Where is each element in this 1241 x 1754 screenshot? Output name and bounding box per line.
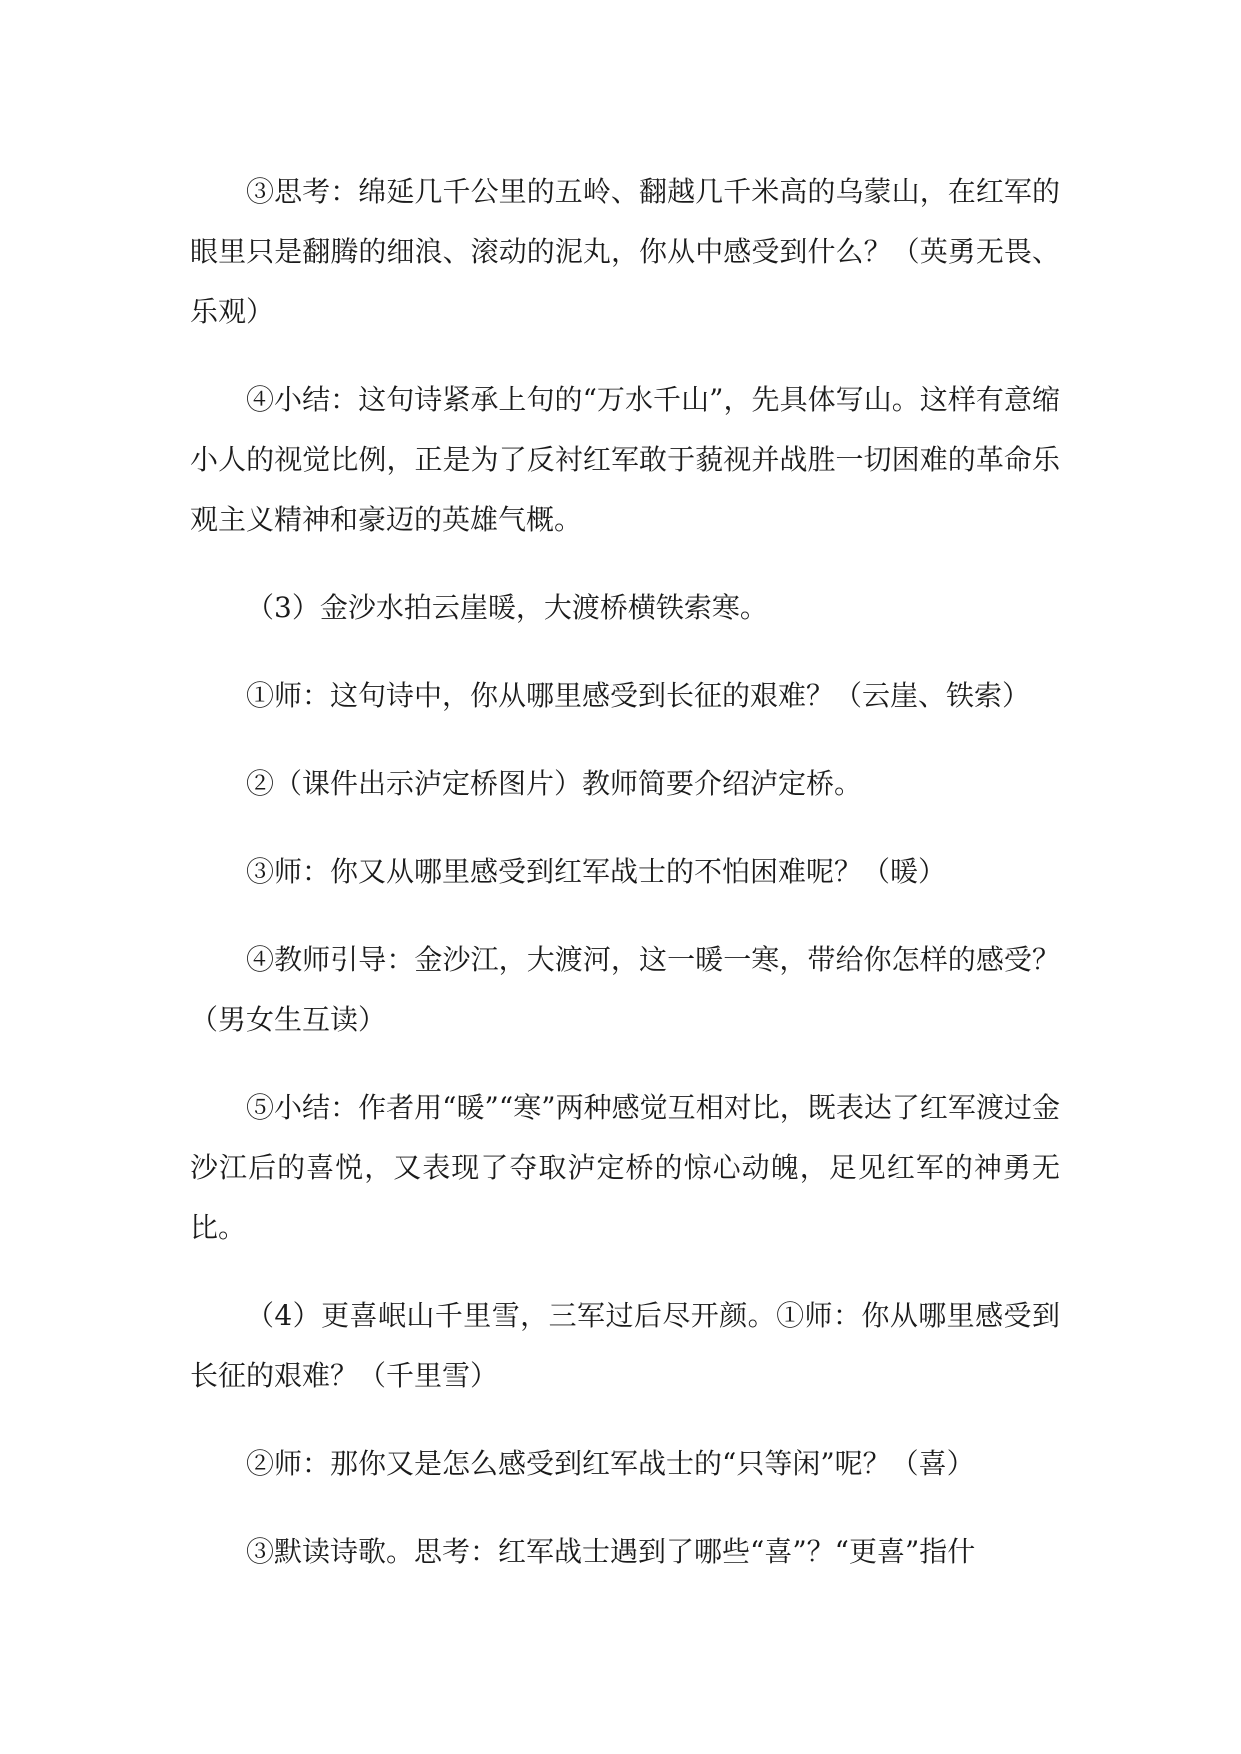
paragraph-silent-reading: ③默读诗歌。思考：红军战士遇到了哪些“喜”？“更喜”指什	[246, 1535, 976, 1568]
paragraph-question-hardship: ①师：这句诗中，你从哪里感受到长征的艰难？（云崖、铁索）	[246, 679, 1031, 712]
paragraph-think-mountains: ③思考：绵延几千公里的五岭、翻越几千米高的乌蒙山，在红军的眼里只是翻腾的细浪、滚动的泥丸，你从中感受到什么？（英勇无畏、乐观）	[190, 175, 1060, 328]
document-body	[190, 162, 1060, 1610]
paragraph-question-ease: ②师：那你又是怎么感受到红军战士的“只等闲”呢？（喜）	[246, 1447, 975, 1480]
paragraph-verse-4: （4）更喜岷山千里雪，三军过后尽开颜。①师：你从哪里感受到长征的艰难？（千里雪）	[190, 1299, 1060, 1392]
paragraph-question-courage: ③师：你又从哪里感受到红军战士的不怕困难呢？（暖）	[246, 855, 947, 888]
paragraph-summary-mountains: ④小结：这句诗紧承上句的“万水千山”，先具体写山。这样有意缩小人的视觉比例，正是为了反衬红军敢于藐视并战胜一切困难的革命乐观主义精神和豪迈的英雄气概。	[190, 383, 1060, 536]
paragraph-verse-3: （3）金沙水拍云崖暖，大渡桥横铁索寒。	[246, 591, 768, 624]
paragraph-luding-bridge: ②（课件出示泸定桥图片）教师简要介绍泸定桥。	[246, 767, 863, 800]
paragraph-summary-contrast: ⑤小结：作者用“暖”“寒”两种感觉互相对比，既表达了红军渡过金沙江后的喜悦，又表现了夺取泸定桥的惊心动魄，足见红军的神勇无比。	[190, 1091, 1060, 1244]
paragraph-teacher-guide: ④教师引导：金沙江，大渡河，这一暖一寒，带给你怎样的感受？（男女生互读）	[190, 943, 1060, 1036]
